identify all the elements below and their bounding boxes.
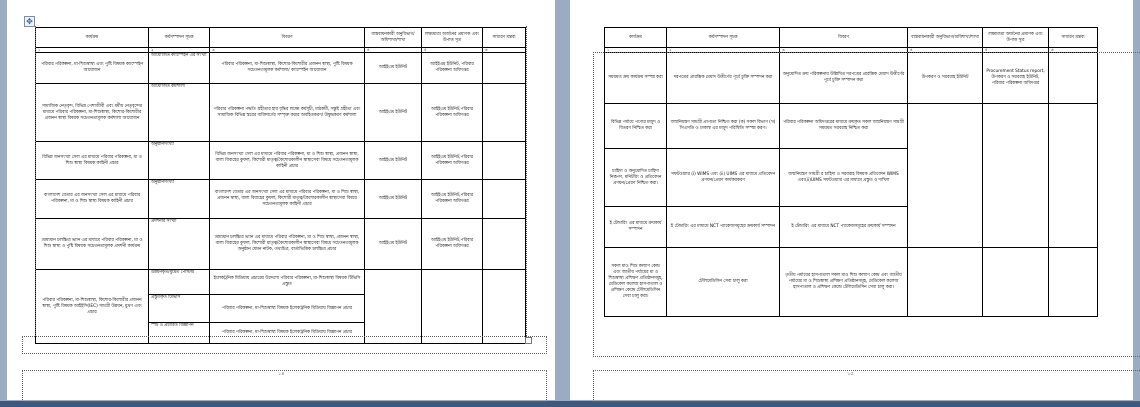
table-cell: উপকরণ ও সরবরাহ ইউনিট — [908, 53, 983, 104]
column-number: ৪ — [908, 48, 983, 53]
table-cell: আইইএম ইউনিট,পরিবার পরিকল্পনা অধিদপ্তর — [422, 142, 483, 180]
table-cell: আইইএম ইউনিট,পরিবার পরিকল্পনা অধিদপ্তর — [422, 180, 483, 219]
column-number: ২ — [149, 48, 210, 53]
page-1-footer — [22, 370, 547, 402]
table-cell: পরিবার পরিকল্পনা, মা-শিশুস্বাস্থ্য, কিশোর-কিশোরীর প্রজনন স্বাস্থ্য, পুষ্টি বিষয়ক আইইসি(IEC) সামগ্রী উন্নয়ন, মুদ্রণ এবং প্রচার — [36, 270, 149, 344]
table-cell: Procurement Status report, উপকরণ ও সরবরাহ ইউনিট, পরিবার পরিকল্পনা অধিদপ্তর — [983, 53, 1049, 104]
page-number: ১৫ — [847, 371, 854, 377]
table-cell: প্রস্তুতকৃত টিভিসি — [149, 295, 210, 323]
column-header: বিবরণ — [210, 28, 365, 48]
table-cell: আইইএম ইউনিট — [365, 142, 422, 180]
column-number: ২ — [667, 48, 780, 53]
table-cell: আয়োজিত কর্মশালা — [149, 84, 210, 142]
table-cell: পরিবার পরিকল্পনা, মা-শিশুস্বাস্থ্য বিষয়ক ইলেকট্রনিক মিডিয়ায় বিজ্ঞাপন প্রচার — [210, 295, 365, 323]
table-cell: বাংলাদেশ বেতার এর জনসংখ্যা সেল এর মাধ্যমে পরিবার পরিকল্পনা, মা ও শিশু স্বাস্থ্য, প্রজনন স্বাস্থ্য, বাল্য বিবাহের কুফল, কিশোরী মাতৃত্ব/কৈশোরকালীন স্বাস্থ্যসেবা বিষয়ে সচেতনতামূলক কাহিনী প্রচার — [210, 180, 365, 219]
table-cell: জন্মনিয়ন্ত্রণ সামগ্রী প্রাপ্যতা নিশ্চিত করা (ক) সকল বিভাগ (খ) সিএসডি ও ঢাকাস্থ এর মজুদ পরিস্থিতি সম্পন্ন করণ। — [667, 104, 780, 149]
column-header: কর্মসম্পাদন সূচক — [667, 28, 780, 48]
table-cell: সামাজিক নেতৃবৃন্দ, বিভিন্ন পেশাজীবী এবং ধর্মীয় নেতৃবৃন্দের মাধ্যমে পরিবার পরিকল্পনা, মা-শিশুস্বাস্থ্য, কিশোর-কিশোরীর প্রজনন স্বাস্থ্য বিষয়ক সচেতনতামূলক কর্মশালা আয়োজন — [36, 84, 149, 142]
table-cell: স্পট ও প্রচারিত বিজ্ঞাপন — [149, 323, 210, 344]
table-cell: পরিবার পরিকল্পনা পদ্ধতি গ্রহীতার হার বৃদ্ধির লক্ষ্যে কর্মসূচী, মাঠকর্মী, সন্তুষ্ট গ্রহীতা এবং সামাজিক বিভিন্ন স্তরের ব্যক্তিবর্গের সম্পৃক্ত করার অবহিতকরণ/ উদ্বুদ্ধকরণ কর্মশালা — [210, 84, 365, 142]
table-cell: আইইএম ইউনিট,পরিবার পরিকল্পনা অধিদপ্তর — [422, 219, 483, 270]
table-cell: ই টেন্ডারিং এর মাধ্যমে NCT প্যাকেজসমূহের ক্রয়কার্য সম্পাদন — [667, 207, 780, 248]
table-cell: ভ্রাম্যমান চলচ্চিত্র ভ্যান এর মাধ্যমে পরিবার পরিকল্পনা, মা ও শিশু স্বাস্থ্য, প্রজনন স্বাস্থ্য, বাল্য বিবাহের কুফল, কিশোরী মাতৃত্ব/কৈশোরকালীন স্বাস্থ্যসেবা বিষয়ে সচেতনতামূলক অনুষ্ঠান যেমন নাটক, তথ্যচিত্র, বার্তাভিত্তিক চলচ্চিত্র প্রচার — [210, 219, 365, 270]
table-cell: অনুষ্ঠানসংখ্যা — [149, 142, 210, 180]
page-number: ১৪ — [278, 371, 285, 377]
table-cell: বিভিন্ন জনসংখ্যা সেল এর মাধ্যমে পরিবার পরিকল্পনা, মা ও শিশু স্বাস্থ্য বিষয়ক কাহিনী প্রচার — [36, 142, 149, 180]
table-cell: অনুষ্ঠানসংখ্যা — [149, 180, 210, 219]
column-number: ৪ — [365, 48, 422, 53]
table-cell: আইইএম ইউনিট — [365, 53, 422, 84]
column-header: বাস্তবায়নকারী অনুবিভাগ/অধিশাখা/শাখা — [365, 28, 422, 48]
table-cell: বিভিন্ন পর্যায়ে পণ্যের মজুদ ও বিতরণ নিশ্চিত করা — [605, 104, 667, 149]
table-cell: প্রদর্শনীর সংখ্যা — [149, 219, 210, 270]
table-cell: আইইএম ইউনিট — [365, 180, 422, 219]
page-2-body-boundary — [593, 52, 1140, 357]
column-number: ৬ — [1049, 48, 1098, 53]
table-cell: আয়োজিত ক্যাম্পেইন এর সংখ্যা — [149, 53, 210, 84]
table-cell: চাহিদা ও অনুমোদিত চাহিদা নিরূপণ, মনিটরিং ও প্রতিবেদন প্রণয়ন/প্রেরণ নিশ্চিত করা। — [605, 149, 667, 207]
table-cell: ই টেন্ডারিং এর মাধ্যমে ক্রয়কার্য সম্পাদন — [605, 207, 667, 248]
table-cell: টেলিমেডিসিন সেবা চালু করা — [667, 248, 780, 317]
table-cell: আইইএম ইউনিট — [365, 84, 422, 142]
table-cell: সকল মাও শিশু কল্যাণ কেন্দ্র এবং জাতীয় পর্যায়ের মা ও শিশুস্বাস্থ্য প্রশিক্ষণ প্রতিষ্ঠানসমূহ, মেডিকেল কলেজ হাসপাতাল ও প্রশিক্ষণ কেন্দ্রে টেলিমেডিসিন সেবা চালু করা। — [605, 248, 667, 317]
table-cell: তৃতীয় পর্যায়ের হাসপাতাল সকল মাও শিশু কল্যাণ কেন্দ্র এবং জাতীয় পর্যায়ের মা ও শিশুস্বাস্থ্য প্রশিক্ষণ প্রতিষ্ঠানসমূহ, মেডিকেল কলেজ হাসপাতাল ও প্রশিক্ষণ কেন্দ্রে টেলিমেডিসিন সেবা চালু করা। — [780, 248, 908, 317]
table-resize-handle[interactable] — [525, 337, 532, 344]
column-number: ৩ — [780, 48, 908, 53]
column-header: লক্ষ্যমাত্রা অর্জনের প্রমাণক এবং উপাত্ত সূত্র — [983, 28, 1049, 48]
column-header: কর্মসম্পাদন সূচক — [149, 28, 210, 48]
column-header: সাধারণ মন্তব্য — [483, 28, 526, 48]
column-header: কার্যক্রম — [605, 28, 667, 48]
table-cell: ইলেকট্রনিক মিডিয়ায় প্রচারের উদ্দেশ্যে পরিবার পরিকল্পনা, মা-শিশুস্বাস্থ্য বিষয়ক টিভিসি প্রস্তুত — [210, 270, 365, 295]
column-number: ৫ — [983, 48, 1049, 53]
table-cell: পরিবার পরিকল্পনা, মা-শিশুস্বাস্থ্য, কিশোর-কিশোরীর প্রজনন স্বাস্থ্য, পুষ্টি বিষয়ক সচেতনতামূলক কর্মশালা/ ক্যাম্পেইন আয়োজন — [210, 53, 365, 84]
table-cell: সময়মত ক্রয় কার্যক্রম সম্পন্ন করা — [605, 53, 667, 104]
table-cell: অনুমোদিত ক্রয় পরিকল্পনায় উল্লিখিত দরপত্রের প্রারম্ভিক মেয়াদ উত্তীর্ণের পূর্বে চুক্তি সম্পাদন করা — [780, 53, 908, 104]
column-number: ৬ — [483, 48, 526, 53]
page-2-footer — [593, 370, 1140, 402]
table-boundary — [35, 26, 527, 336]
table-cell: বাংলাদেশ বেতার এর জনসংখ্যা সেল এর মাধ্যমে পরিবার পরিকল্পনা, মা ও শিশু স্বাস্থ্য বিষয়ক কাহিনী প্রচার — [36, 180, 149, 219]
table-cell: আইইএম ইউনিট,পরিবার পরিকল্পনা অধিদপ্তর — [422, 84, 483, 142]
table-header-row — [605, 28, 1098, 48]
page-1-bottom-margin — [22, 336, 547, 354]
table-cell: দরপত্রের প্রারম্ভিক মেয়াদ উত্তীর্ণের পূর্বে চুক্তি সম্পাদন করা — [667, 53, 780, 104]
column-number: ৫ — [422, 48, 483, 53]
column-header: লক্ষ্যমাত্রা অর্জনের প্রমাণক এবং উপাত্ত সূত্র — [422, 28, 483, 48]
table-cell: জন্মনিয়ন্ত্রণ সামগ্রী র চাহিদা ও সরবরাহ বিষয়ক প্রতিবেদন WIMS এবং(ii)UIMS সফটওয়্যার এর মাধ্যমে প্রস্তুত ও দাখিল — [780, 149, 908, 207]
table-cell: আইইএম ইউনিট — [365, 219, 422, 270]
table-cell: সফটওয়্যার (i) WIMS এবং (ii) UIMS এর মাধ্যমে প্রতিবেদন প্রণয়ন/প্রেরণ কার্যকরকরণ — [667, 149, 780, 207]
table-cell: উন্নয়নকৃত/মুদ্রিত পোস্টার — [149, 270, 210, 295]
table-cell: ই টেন্ডারিং এর মাধ্যমে NCT প্যাকেজসমূহের ক্রয়কার্য সম্পাদন — [780, 207, 908, 248]
column-number: ৩ — [210, 48, 365, 53]
column-number: ১ — [605, 48, 667, 53]
table-cell: পরিবার পরিকল্পনা অধিদপ্তরের মাধ্যমে ক্রয়কৃত সকল জন্মনিয়ন্ত্রণ সামগ্রী সময়মত সরবরাহ নিশ্চিত করা — [780, 104, 908, 149]
table-cell: বিভিন্ন জনসংখ্যা সেল এর মাধ্যমে পরিবার পরিকল্পনা, মা ও শিশু স্বাস্থ্য, প্রজনন স্বাস্থ্য, বাল্য বিবাহের কুফল, কিশোরী মাতৃত্ব/কৈশোরকালীন স্বাস্থ্যসেবা বিষয়ে সচেতনতামূলক কাহিনী প্রচার — [210, 142, 365, 180]
table-cell: পরিবার পরিকল্পনা, মা-শিশুস্বাস্থ্য এবং পুষ্টি বিষয়ক ক্যাম্পেইন আয়োজন — [36, 53, 149, 84]
table-cell: আইইএম ইউনিট, পরিবার পরিকল্পনা অধিদপ্তর — [422, 53, 483, 84]
column-header: কার্যক্রম — [36, 28, 149, 48]
table-move-handle-icon[interactable]: ✥ — [24, 16, 35, 27]
column-header: বাস্তবায়নকারী অনুবিভাগ/অধিশাখা/শাখা — [908, 28, 983, 48]
column-header: বিবরণ — [780, 28, 908, 48]
table-cell: পরিবার পরিকল্পনা, মা-শিশুস্বাস্থ্য বিষয়ক ইলেকট্রনিক মিডিয়ায় বিজ্ঞাপন প্রচার — [210, 323, 365, 344]
column-header: সাধারণ মন্তব্য — [1049, 28, 1098, 48]
column-number: ১ — [36, 48, 149, 53]
table-cell: ভ্রাম্যমান চলচ্চিত্র ভ্যান এর মাধ্যমে পরিবার পরিকল্পনা, মা ও শিশু স্বাস্থ্য ও পুষ্টি বিষয়ক সচেতনতামূলক প্রদর্শনী কার্যক্রম — [36, 219, 149, 270]
